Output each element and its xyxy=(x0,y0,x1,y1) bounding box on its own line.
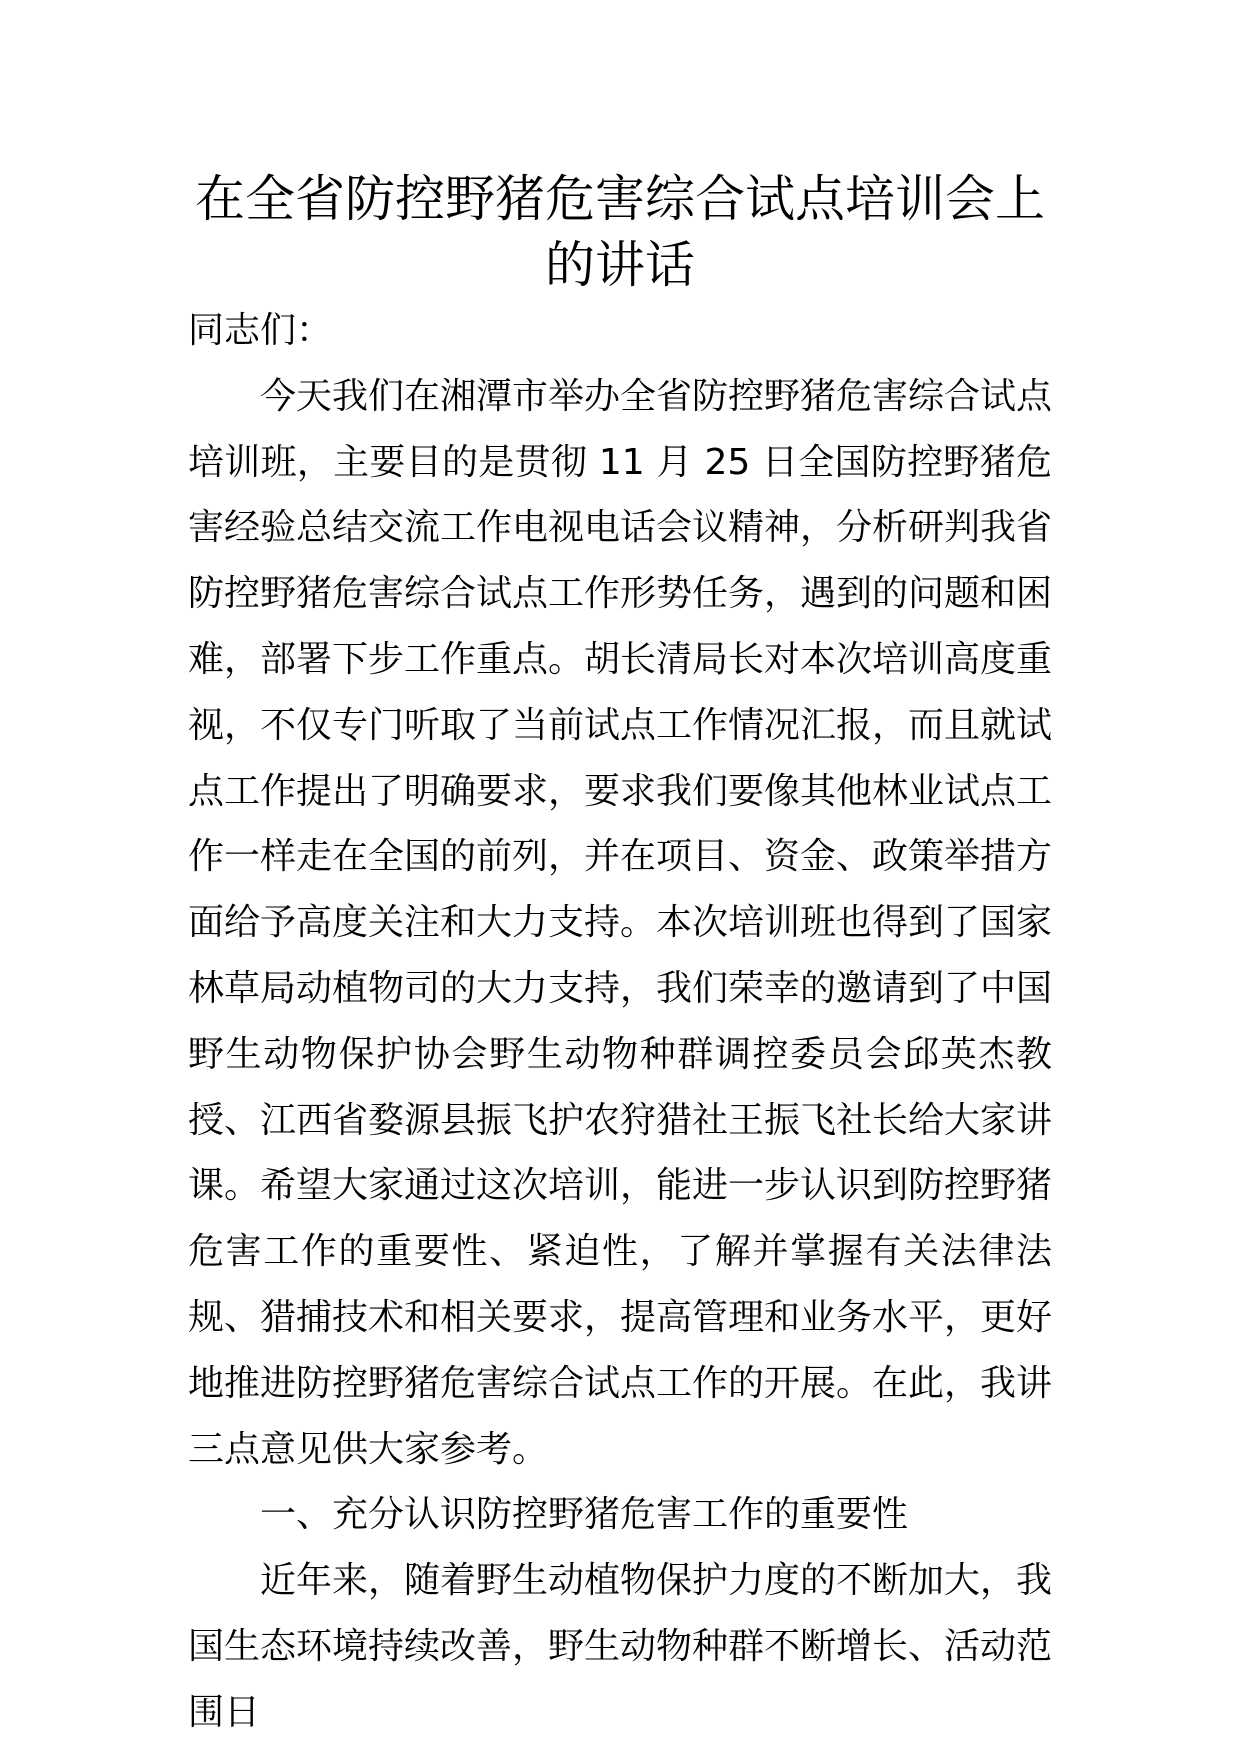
section-heading-1: 一、充分认识防控野猪危害工作的重要性 xyxy=(260,1494,909,1536)
paragraph-intro: 今天我们在湘潭市举办全省防控野猪危害综合试点培训班，主要目的是贯彻 11 月 25 日全国防控野猪危害经验总结交流工作电视电话会议精神，分析研判我省防控野猪危害综合试点工作形势任务，遇到的问题和困难，部署下步工作重点。胡长清局长对本次培训高度重视，不仅专门听取了当前试点工作情况汇报，而且就试点工作提出了明确要求，要求我们要像其他林业试点工作一样走在全国的前列，并在项目、资金、政策举措方面给予高度关注和大力支持。本次培训班也得到了国家林草局动植物司的大力支持，我们荣幸的邀请到了中国野生动物保护协会野生动物种群调控委员会邱英杰教授、江西省婺源县振飞护农狩猎社王振飞社长给大家讲课。希望大家通过这次培训，能进一步认识到防控野猪危害工作的重要性、紧迫性，了解并掌握有关法律法规、猎捕技术和相关要求，提高管理和业务水平，更好地推进防控野猪危害综合试点工作的开展。在此，我讲三点意见供大家参考。 xyxy=(188,375,1053,1470)
paragraph-section-1: 近年来，随着野生动植物保护力度的不断加大，我国生态环境持续改善，野生动物种群不断增长、活动范围日 xyxy=(188,1560,1053,1733)
salutation: 同志们： xyxy=(188,310,333,351)
document-body xyxy=(188,298,1052,1746)
document-title: 在全省防控野猪危害综合试点培训会上的讲话 xyxy=(195,170,1045,294)
